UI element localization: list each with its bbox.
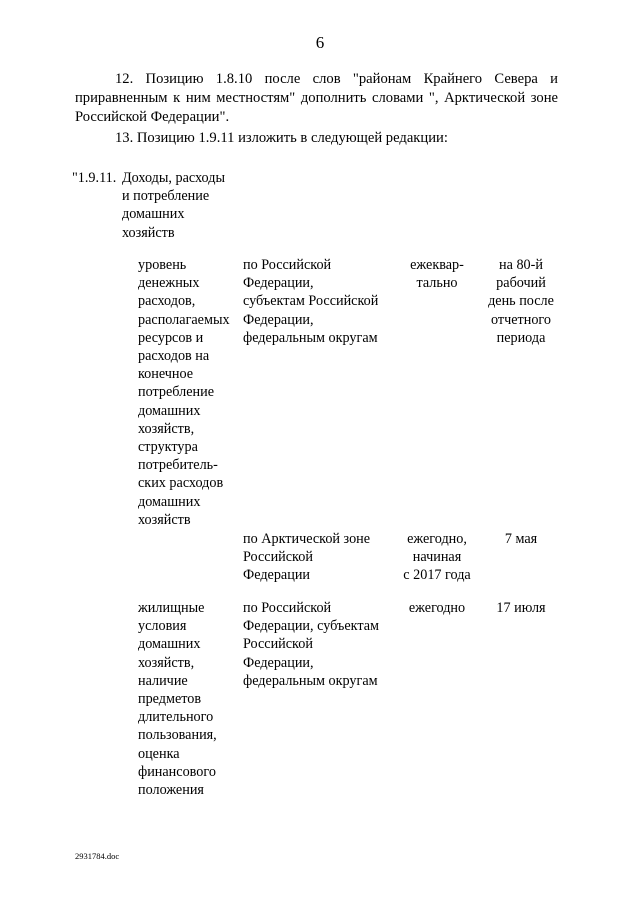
row-2-level: по Арктической зоне Российской Федерации xyxy=(243,531,371,584)
paragraph-line: 12. Позицию 1.8.10 после слов "районам Крайнего Севера и xyxy=(115,71,558,87)
row-2-deadline: 7 мая xyxy=(504,531,538,547)
row-1-periodicity: ежеквар- тально xyxy=(410,257,464,292)
row-3-indicator: жилищные условия домашних хозяйств, наличие предметов длительного пользования, оценка финансового положения xyxy=(138,600,217,799)
row-1-deadline: на 80-й рабочий день после отчетного периода xyxy=(488,257,554,346)
page-number: 6 xyxy=(315,33,325,52)
footer-filename: 2931784.doc xyxy=(75,851,120,861)
row-1-level: по Российской Федерации, субъектам Российской Федерации, федеральным округам xyxy=(243,257,379,346)
paragraph-line: приравненным к ним местностям" дополнить словами ", Арктической зоне xyxy=(75,90,558,106)
position-title: Доходы, расходы и потребление домашних хозяйств xyxy=(122,170,225,241)
row-3-level: по Российской Федерации, субъектам Российской Федерации, федеральным округам xyxy=(243,600,379,689)
paragraph-item-12 xyxy=(75,70,558,127)
row-2-periodicity: ежегодно, начиная с 2017 года xyxy=(403,531,471,584)
paragraph-item-13 xyxy=(75,129,558,148)
row-1-indicator: уровень денежных расходов, располагаемых ресурсов и расходов на конечное потребление домашних хозяйств, структура потребитель- ских расходов домашних хозяйств xyxy=(138,257,230,528)
row-3-periodicity: ежегодно xyxy=(408,600,466,616)
row-3-deadline: 17 июля xyxy=(496,600,546,616)
paragraph-line: 13. Позицию 1.9.11 изложить в следующей редакции: xyxy=(115,130,448,146)
paragraph-line: Российской Федерации". xyxy=(75,109,230,125)
position-number: "1.9.11. xyxy=(72,170,117,186)
